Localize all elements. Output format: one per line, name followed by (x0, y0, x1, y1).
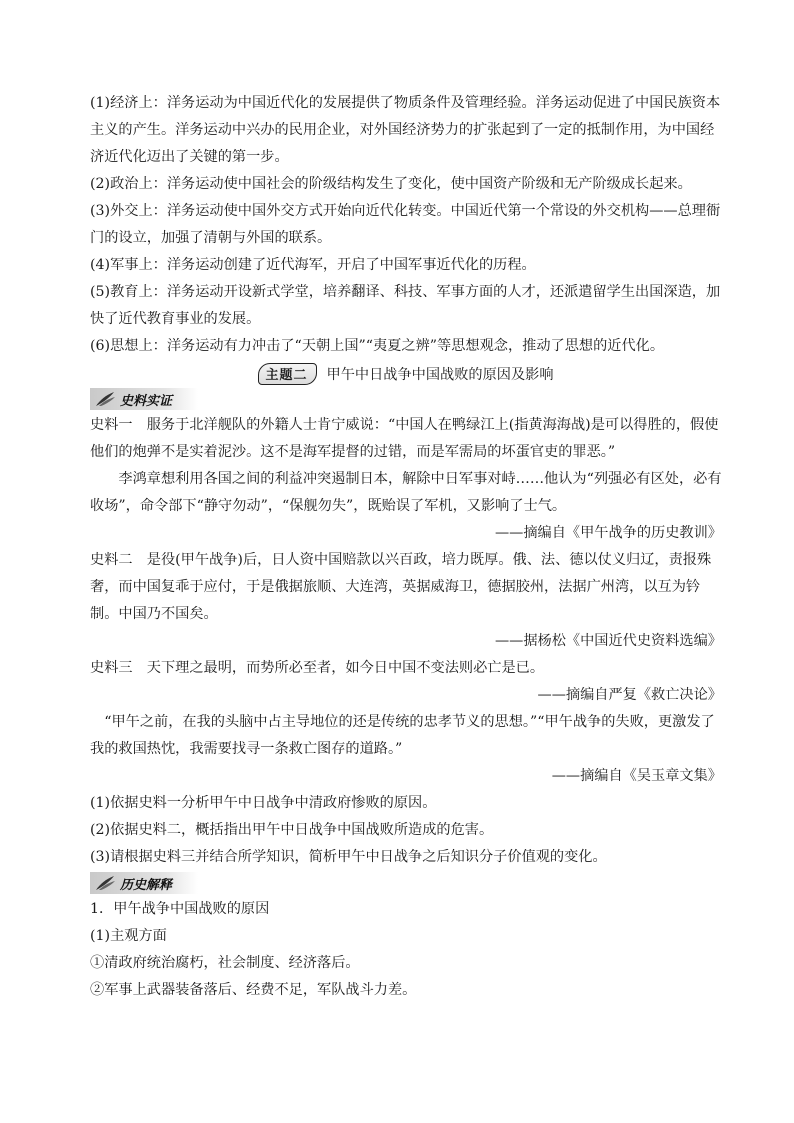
answer-subheading: (1)主观方面 (90, 928, 167, 944)
section-header-interpretation (90, 872, 198, 894)
topic-badge: 主题二 (258, 363, 316, 385)
source-three-text: 史料三 天下理之最明，而势所必至者，如今日中国不变法则必亡是已。 (90, 660, 545, 676)
paragraph-economy: (1)经济上：洋务运动为中国近代化的发展提供了物质条件及管理经验。洋务运动促进了中国民族资本主义的产生。洋务运动中兴办的民用企业，对外国经济势力的扩张起到了一定的抵制作用，为中国经济近代化迈出了关键的第一步。 (90, 95, 721, 165)
quill-icon (94, 874, 116, 892)
section-label: 历史解释 (120, 877, 173, 893)
section-label: 史料实证 (120, 393, 173, 409)
topic-title: 甲午中日战争中国战败的原因及影响 (326, 366, 554, 383)
source-one-quote: 史料一 服务于北洋舰队的外籍人士肯宁威说：“中国人在鸭绿江上(指黄海海战)是可以得胜的，假使他们的炮弹不是实着泥沙。这不是海军提督的过错，而是军需局的坏蛋官吏的罪恶。” (90, 417, 719, 460)
document-body (90, 90, 722, 1004)
paragraph-diplomacy: (3)外交上：洋务运动使中国外交方式开始向近代化转变。中国近代第一个常设的外交机构——总理衙门的设立，加强了清朝与外国的联系。 (90, 203, 721, 246)
answer-heading: 1．甲午战争中国战败的原因 (90, 901, 270, 917)
source-three-wu-quote: “甲午之前，在我的头脑中占主导地位的还是传统的忠孝节义的思想。”“甲午战争的失败，更激发了我的救国热忱，我需要找寻一条救亡图存的道路。” (90, 714, 715, 757)
paragraph-education: (5)教育上：洋务运动开设新式学堂，培养翻译、科技、军事方面的人才，还派遣留学生出国深造，加快了近代教育事业的发展。 (90, 284, 721, 327)
source-three-citation: ——摘编自严复《救亡决论》 (537, 687, 722, 703)
answer-point-2: ②军事上武器装备落后、经费不足，军队战斗力差。 (90, 982, 417, 998)
answer-point-1: ①清政府统治腐朽，社会制度、经济落后。 (90, 955, 360, 971)
source-three-wu-citation: ——摘编自《吴玉章文集》 (551, 768, 722, 784)
paragraph-politics: (2)政治上：洋务运动使中国社会的阶级结构发生了变化，使中国资产阶级和无产阶级成长起来。 (90, 176, 692, 192)
source-two-text: 史料二 是役(甲午战争)后，日人资中国赔款以兴百政，培力既厚。俄、法、德以仗义归辽，责报殊奢，而中国复乖于应付，于是俄据旅顺、大连湾，英据威海卫，德据胶州，法据广州湾，以互为钤制。中国乃不国矣。 (90, 552, 712, 622)
topic-heading (90, 360, 722, 387)
quill-icon (94, 390, 116, 408)
section-header-evidence (90, 388, 198, 410)
source-one-li-hongzhang: 李鸿章想利用各国之间的利益冲突遏制日本，解除中日军事对峙……他认为“列强必有区处，必有收场”，命令部下“静守勿动”，“保舰勿失”，既贻误了军机，又影响了士气。 (90, 471, 722, 514)
question-1: (1)依据史料一分析甲午中日战争中清政府惨败的原因。 (90, 795, 437, 811)
source-two-citation: ——据杨松《中国近代史资料选编》 (494, 633, 722, 649)
paragraph-thought: (6)思想上：洋务运动有力冲击了“天朝上国”“夷夏之辨”等思想观念，推动了思想的近代化。 (90, 338, 665, 354)
question-2: (2)依据史料二，概括指出甲午中日战争中国战败所造成的危害。 (90, 822, 494, 838)
question-3: (3)请根据史料三并结合所学知识，简析甲午中日战争之后知识分子价值观的变化。 (90, 849, 607, 865)
source-one-citation: ——摘编自《甲午战争的历史教训》 (494, 525, 722, 541)
paragraph-military: (4)军事上：洋务运动创建了近代海军，开启了中国军事近代化的历程。 (90, 257, 536, 273)
